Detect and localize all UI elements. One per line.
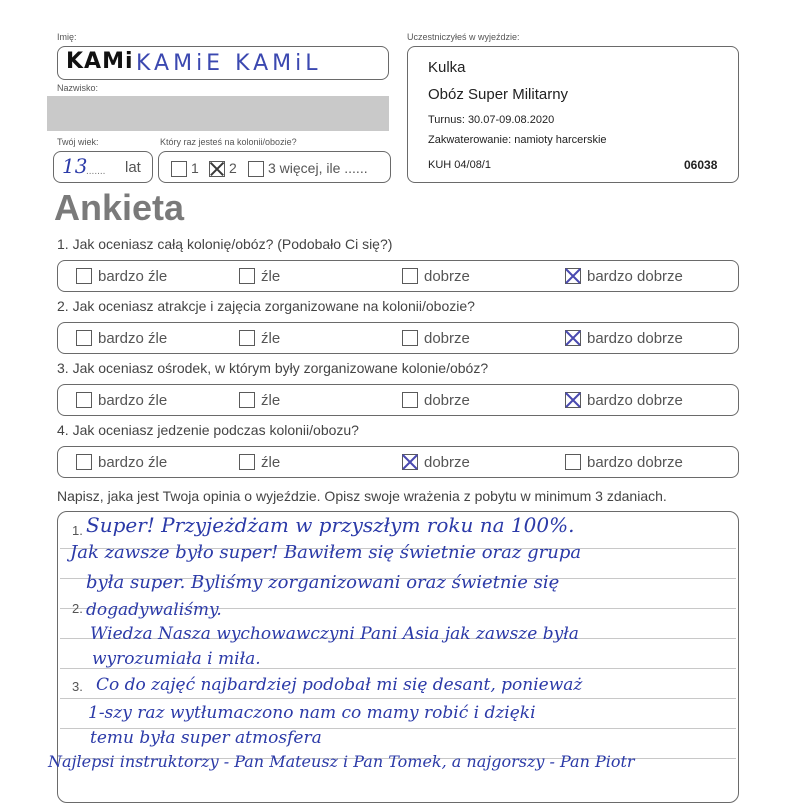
times-option-1-label: 1 [191, 160, 199, 176]
handwriting-line: Wiedza Nasza wychowawczyni Pani Asia jak zawsze była [90, 624, 579, 644]
name-value: KAMiE KAMiL [136, 51, 322, 76]
option-label: bardzo źle [98, 392, 168, 409]
question-1-text: 1. Jak oceniasz całą kolonię/obóz? (Podobało Ci się?) [57, 236, 393, 252]
q4-option-bad[interactable] [239, 454, 280, 471]
checkbox-icon [402, 392, 418, 408]
option-label: bardzo dobrze [587, 268, 683, 285]
times-option-3[interactable] [248, 160, 368, 178]
checkbox-icon [239, 268, 255, 284]
trip-info-box [407, 46, 739, 183]
trip-camp-name: Obóz Super Militarny [428, 86, 569, 103]
line-number-3: 3. [72, 679, 83, 694]
q4-option-good[interactable] [402, 454, 470, 471]
trip-turnus: Turnus: 30.07-09.08.2020 [428, 114, 555, 126]
q2-option-very-good[interactable] [565, 330, 683, 347]
name-field[interactable] [57, 46, 389, 80]
q1-option-bad[interactable] [239, 268, 280, 285]
checkbox-icon [76, 454, 92, 470]
age-field[interactable] [53, 151, 153, 183]
line-number-1: 1. [72, 523, 83, 538]
checkbox-icon [239, 330, 255, 346]
checkbox-icon [565, 454, 581, 470]
option-label: dobrze [424, 454, 470, 471]
q1-option-very-good[interactable] [565, 268, 683, 285]
writing-line [60, 698, 736, 699]
times-label: Który raz jesteś na kolonii/obozie? [160, 137, 297, 147]
checkbox-icon [239, 392, 255, 408]
question-4-text: 4. Jak oceniasz jedzenie podczas kolonii/obozu? [57, 422, 359, 438]
handwriting-line: Jak zawsze było super! Bawiłem się świetnie oraz grupa [70, 542, 582, 563]
name-label: Imię: [57, 32, 77, 42]
surname-redaction [47, 96, 389, 131]
times-field[interactable] [158, 151, 391, 183]
option-label: źle [261, 454, 281, 471]
checked-checkbox-icon [565, 268, 581, 284]
option-label: bardzo dobrze [587, 454, 683, 471]
option-label: dobrze [424, 392, 470, 409]
times-option-2-label: 2 [229, 160, 237, 176]
option-label: źle [261, 392, 281, 409]
q4-option-very-good[interactable] [565, 454, 683, 471]
q3-option-good[interactable] [402, 392, 470, 409]
opinion-prompt: Napisz, jaka jest Twoja opinia o wyjeździe. Opisz swoje wrażenia z pobytu w minimum 3 zdaniach. [57, 488, 667, 504]
q3-option-bad[interactable] [239, 392, 280, 409]
question-2-text: 2. Jak oceniasz atrakcje i zajęcia zorganizowane na kolonii/obozie? [57, 298, 475, 314]
option-label: bardzo dobrze [587, 330, 683, 347]
trip-number: 06038 [684, 158, 718, 172]
handwriting-line: temu była super atmosfera [90, 728, 322, 748]
option-label: bardzo źle [98, 454, 168, 471]
age-value: 13 [62, 154, 88, 178]
times-option-2[interactable] [209, 160, 237, 178]
age-label: Twój wiek: [57, 137, 99, 147]
question-2-options [57, 322, 739, 354]
handwriting-line: była super. Byliśmy zorganizowani oraz świetnie się [86, 572, 560, 593]
checked-checkbox-icon [565, 330, 581, 346]
times-option-1[interactable] [171, 160, 199, 178]
q2-option-good[interactable] [402, 330, 470, 347]
trip-accommodation: Zakwaterowanie: namioty harcerskie [428, 134, 607, 146]
participant-label: Uczestniczyłeś w wyjeździe: [407, 32, 520, 42]
checked-checkbox-icon [402, 454, 418, 470]
q2-option-very-bad[interactable] [76, 330, 167, 347]
checkbox-icon [76, 268, 92, 284]
question-4-options [57, 446, 739, 478]
checkbox-icon [402, 330, 418, 346]
trip-code: KUH 04/08/1 [428, 159, 491, 171]
option-label: dobrze [424, 330, 470, 347]
q2-option-bad[interactable] [239, 330, 280, 347]
q1-option-very-bad[interactable] [76, 268, 167, 285]
line-number-2: 2. [72, 601, 83, 616]
checkbox-icon [171, 161, 187, 177]
survey-title: Ankieta [54, 187, 185, 228]
handwriting-line: dogadywaliśmy. [86, 600, 222, 620]
trip-group: Kulka [428, 59, 466, 76]
q3-option-very-bad[interactable] [76, 392, 167, 409]
name-scribble: KAMi [66, 49, 134, 74]
age-suffix: lat [125, 159, 141, 176]
handwriting-line: Najlepsi instruktorzy - Pan Mateusz i Pan Tomek, a najgorszy - Pan Piotr [48, 752, 635, 771]
checkbox-icon [239, 454, 255, 470]
handwriting-line: Co do zajęć najbardziej podobał mi się desant, ponieważ [96, 675, 583, 695]
option-label: bardzo źle [98, 268, 168, 285]
handwriting-line: wyrozumiała i miła. [92, 649, 261, 669]
handwriting-line: 1-szy raz wytłumaczono nam co mamy robić i dzięki [88, 703, 536, 723]
age-dots: ....... [86, 166, 106, 177]
option-label: dobrze [424, 268, 470, 285]
checkbox-icon [402, 268, 418, 284]
option-label: bardzo źle [98, 330, 168, 347]
q3-option-very-good[interactable] [565, 392, 683, 409]
option-label: źle [261, 268, 281, 285]
checkbox-icon [76, 330, 92, 346]
handwriting-line: Super! Przyjeżdżam w przyszłym roku na 100%. [86, 513, 575, 537]
checkbox-icon [76, 392, 92, 408]
checked-checkbox-icon [209, 161, 225, 177]
times-option-3-label: 3 więcej, ile ...... [268, 160, 368, 176]
question-3-text: 3. Jak oceniasz ośrodek, w którym były zorganizowane kolonie/obóz? [57, 360, 489, 376]
question-1-options [57, 260, 739, 292]
surname-label: Nazwisko: [57, 83, 99, 93]
option-label: bardzo dobrze [587, 392, 683, 409]
option-label: źle [261, 330, 281, 347]
q4-option-very-bad[interactable] [76, 454, 167, 471]
question-3-options [57, 384, 739, 416]
checkbox-icon [248, 161, 264, 177]
checked-checkbox-icon [565, 392, 581, 408]
q1-option-good[interactable] [402, 268, 470, 285]
